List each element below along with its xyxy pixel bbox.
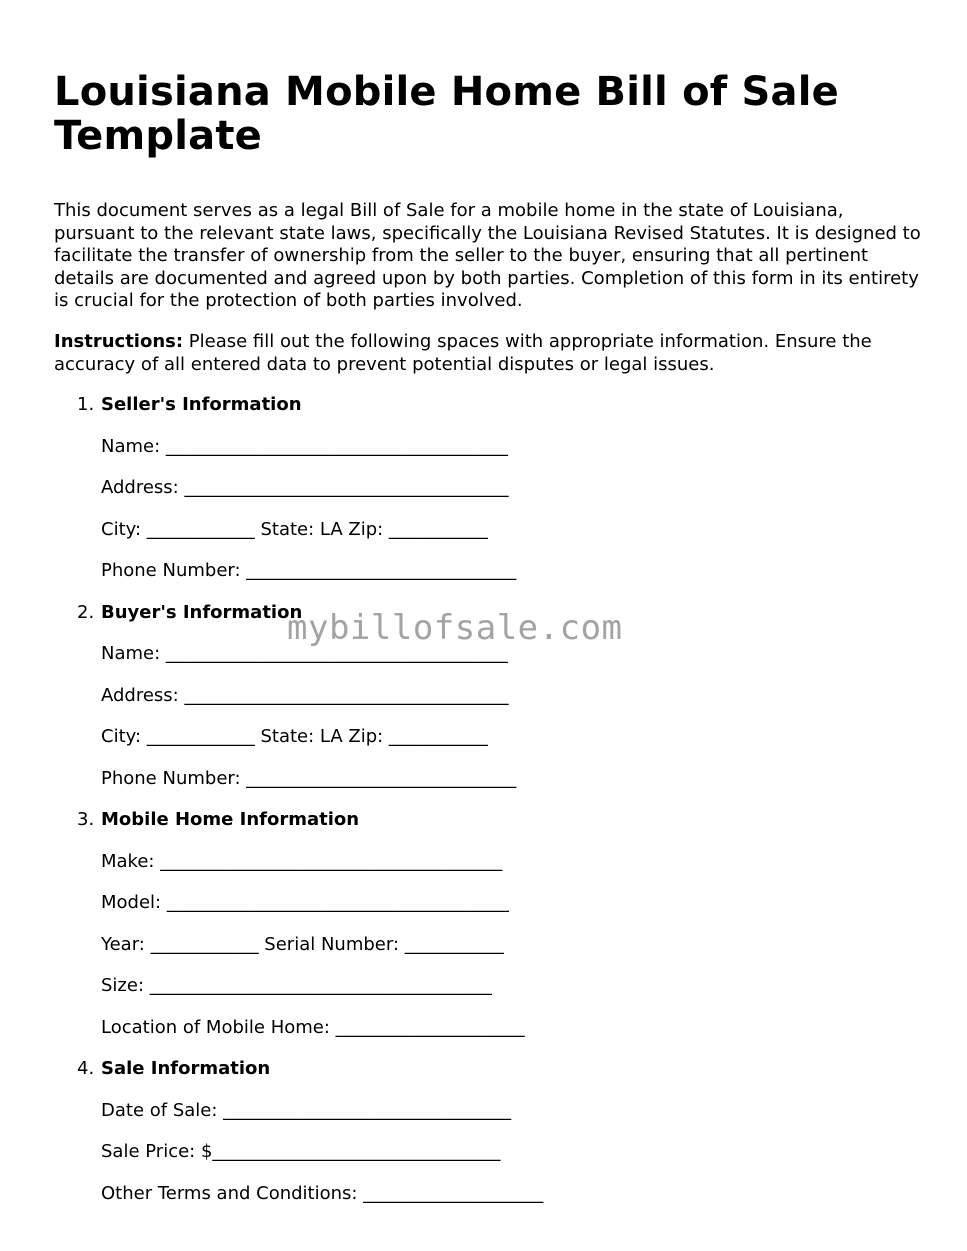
buyer-city-state-zip-field[interactable]: City: ____________ State: LA Zip: ___________ [101, 726, 488, 748]
model-field[interactable]: Model: ______________________________________ [101, 892, 509, 914]
year-serial-field[interactable]: Year: ____________ Serial Number: ___________ [101, 933, 504, 955]
seller-address-field[interactable]: Address: ____________________________________ [101, 477, 509, 499]
seller-name-field[interactable]: Name: ______________________________________ [101, 435, 508, 457]
section-number: 4. [77, 1058, 95, 1080]
buyer-address-field[interactable]: Address: ____________________________________ [101, 684, 509, 706]
section-sale [54, 1058, 924, 1205]
section-title: Seller's Information [101, 394, 302, 416]
section-mobile-home [54, 809, 924, 1039]
section-title: Mobile Home Information [101, 809, 360, 831]
section-title: Sale Information [101, 1058, 271, 1080]
sale-date-field[interactable]: Date of Sale: ________________________________ [101, 1099, 512, 1121]
other-terms-field[interactable]: Other Terms and Conditions: ____________________ [101, 1182, 544, 1204]
sections-list [54, 394, 924, 1205]
section-title: Buyer's Information [101, 601, 303, 623]
instructions-text: Please fill out the following spaces with appropriate information. Ensure the accuracy of all entered data to prevent potential disputes or legal issues. [54, 330, 872, 375]
section-seller [54, 394, 924, 582]
location-field[interactable]: Location of Mobile Home: _____________________ [101, 1016, 525, 1038]
buyer-phone-field[interactable]: Phone Number: ______________________________ [101, 767, 517, 789]
instructions-paragraph [54, 331, 924, 376]
seller-phone-field[interactable]: Phone Number: ______________________________ [101, 560, 517, 582]
section-number: 1. [77, 394, 95, 416]
instructions-label: Instructions: [54, 330, 184, 352]
section-number: 3. [77, 809, 95, 831]
buyer-name-field[interactable]: Name: ______________________________________ [101, 643, 508, 665]
watermark-text: mybillofsale.com [287, 608, 623, 648]
sale-price-field[interactable]: Sale Price: $________________________________ [101, 1141, 501, 1163]
intro-paragraph: This document serves as a legal Bill of Sale for a mobile home in the state of Louisiana, pursuant to the relevant state laws, specifically the Louisiana Revised Statutes. It is designed to facilitate the transfer of ownership from the seller to the buyer, ensuring that all pertinent details are documented and agreed upon by both parties. Completion of this form in its entirety is crucial for the protection of both parties involved. [54, 200, 921, 312]
make-field[interactable]: Make: ______________________________________ [101, 850, 503, 872]
section-number: 2. [77, 601, 95, 623]
page-title: Louisiana Mobile Home Bill of Sale Template [54, 69, 839, 159]
size-field[interactable]: Size: ______________________________________ [101, 975, 492, 997]
seller-city-state-zip-field[interactable]: City: ____________ State: LA Zip: ___________ [101, 518, 488, 540]
